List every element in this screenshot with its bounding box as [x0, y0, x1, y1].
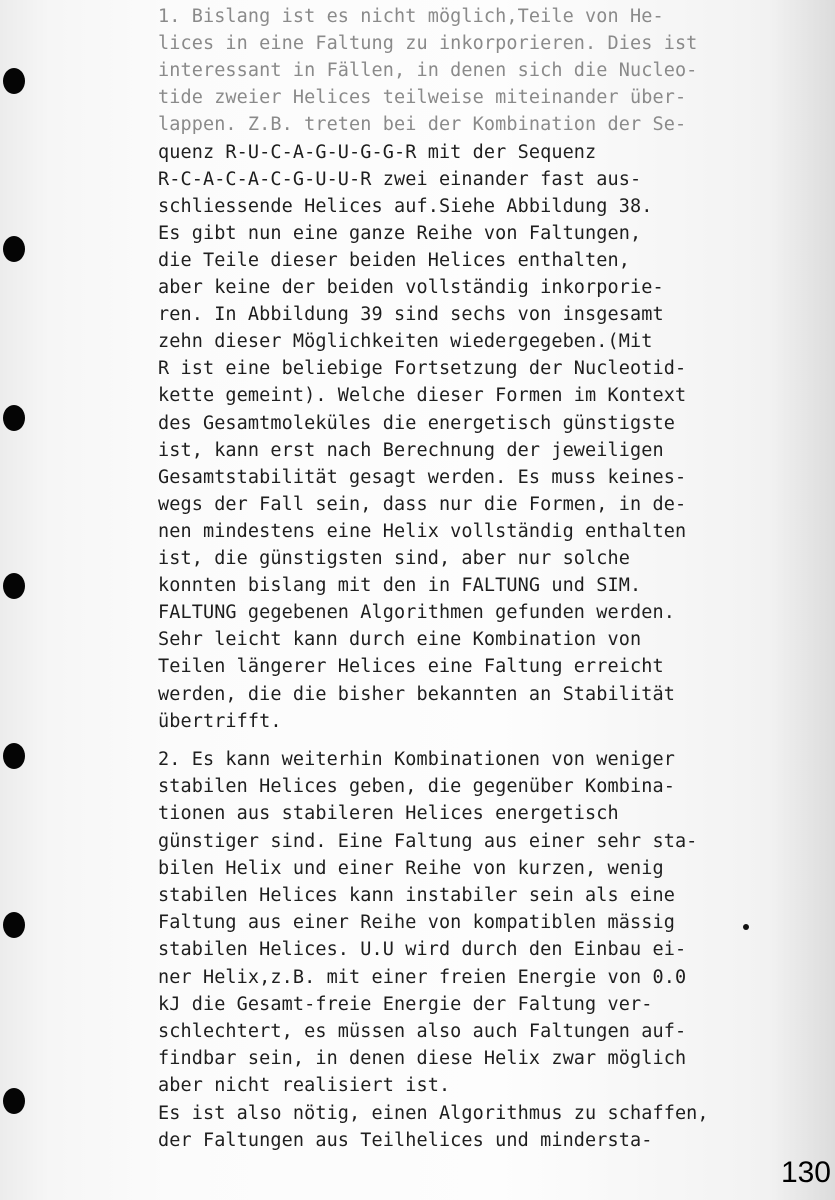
punch-hole: [3, 405, 25, 431]
text-line: Es gibt nun eine ganze Reihe von Faltungen,: [158, 222, 642, 244]
text-line: Gesamtstabilität gesagt werden. Es muss keines-: [158, 466, 687, 488]
text-line: des Gesamtmoleküles die energetisch günstigste: [158, 412, 675, 434]
text-line: konnten bislang mit den in FALTUNG und SIM.: [158, 575, 642, 597]
text-line: ist, die günstigsten sind, aber nur solche: [158, 548, 630, 569]
text-line: R ist eine beliebige Fortsetzung der Nucleotid-: [158, 358, 687, 380]
text-line: 1. Bislang ist es nicht möglich,Teile von He-: [158, 6, 664, 27]
page-number: 130: [780, 1156, 831, 1189]
text-line: aber nicht realisiert ist.: [158, 1075, 451, 1097]
text-line: schliessende Helices auf.Siehe Abbildung 38.: [158, 195, 653, 217]
text-line: der Faltungen aus Teilhelices und mindersta-: [158, 1129, 653, 1151]
text-line: tionen aus stabileren Helices energetisch: [158, 803, 619, 825]
text-line: die Teile dieser beiden Helices enthalten,: [158, 249, 630, 271]
text-line: lices in eine Faltung zu inkorporieren. Dies ist: [158, 33, 698, 55]
punch-hole: [3, 912, 25, 938]
text-line: 2. Es kann weiterhin Kombinationen von weniger: [158, 749, 675, 770]
text-line: stabilen Helices. U.U wird durch den Einbau ei-: [158, 939, 687, 961]
text-line: werden, die die bisher bekannten an Stabilität: [158, 683, 675, 705]
text-line: ist, kann erst nach Berechnung der jeweiligen: [158, 439, 664, 461]
text-line: übertrifft.: [158, 710, 282, 732]
punch-hole: [3, 1088, 25, 1114]
text-line: findbar sein, in denen diese Helix zwar möglich: [158, 1048, 687, 1070]
text-line: interessant in Fällen, in denen sich die Nucleo-: [158, 60, 698, 82]
text-line: kJ die Gesamt-freie Energie der Faltung ver-: [158, 993, 653, 1015]
text-line: FALTUNG gegebenen Algorithmen gefunden werden.: [158, 602, 675, 624]
text-line: lappen. Z.B. treten bei der Kombination der Se-: [158, 114, 687, 136]
text-line: nen mindestens eine Helix vollständig enthalten: [158, 520, 687, 542]
punch-hole: [3, 743, 25, 769]
text-line: wegs der Fall sein, dass nur die Formen, in de-: [158, 493, 687, 515]
punch-hole: [3, 573, 25, 599]
text-line: schlechtert, es müssen also auch Faltungen auf-: [158, 1021, 687, 1042]
text-line: R-C-A-C-A-C-G-U-U-R zwei einander fast aus-: [158, 168, 642, 190]
text-line: quenz R-U-C-A-G-U-G-G-R mit der Sequenz: [158, 141, 597, 163]
punch-hole: [3, 68, 25, 94]
text-line: bilen Helix und einer Reihe von kurzen, wenig: [158, 857, 664, 879]
text-line: Es ist also nötig, einen Algorithmus zu schaffen,: [158, 1102, 709, 1124]
text-line: Sehr leicht kann durch eine Kombination von: [158, 629, 642, 651]
text-line: zehn dieser Möglichkeiten wiedergegeben.(Mit: [158, 331, 653, 353]
text-line: stabilen Helices geben, die gegenüber Kombina-: [158, 776, 675, 798]
text-line: kette gemeint). Welche dieser Formen im Kontext: [158, 385, 687, 407]
text-line: Faltung aus einer Reihe von kompatiblen mässig: [158, 912, 675, 934]
ink-speck: [743, 924, 749, 930]
punch-hole: [3, 236, 25, 262]
text-line: stabilen Helices kann instabiler sein als eine: [158, 885, 675, 906]
text-line: tide zweier Helices teilweise miteinander über-: [158, 87, 687, 109]
text-line: günstiger sind. Eine Faltung aus einer sehr sta-: [158, 830, 698, 852]
text-line: aber keine der beiden vollständig inkorporie-: [158, 277, 664, 298]
text-line: ner Helix,z.B. mit einer freien Energie von 0.0: [158, 966, 687, 988]
text-line: Teilen längerer Helices eine Faltung erreicht: [158, 656, 664, 678]
text-line: ren. In Abbildung 39 sind sechs von insgesamt: [158, 304, 664, 326]
